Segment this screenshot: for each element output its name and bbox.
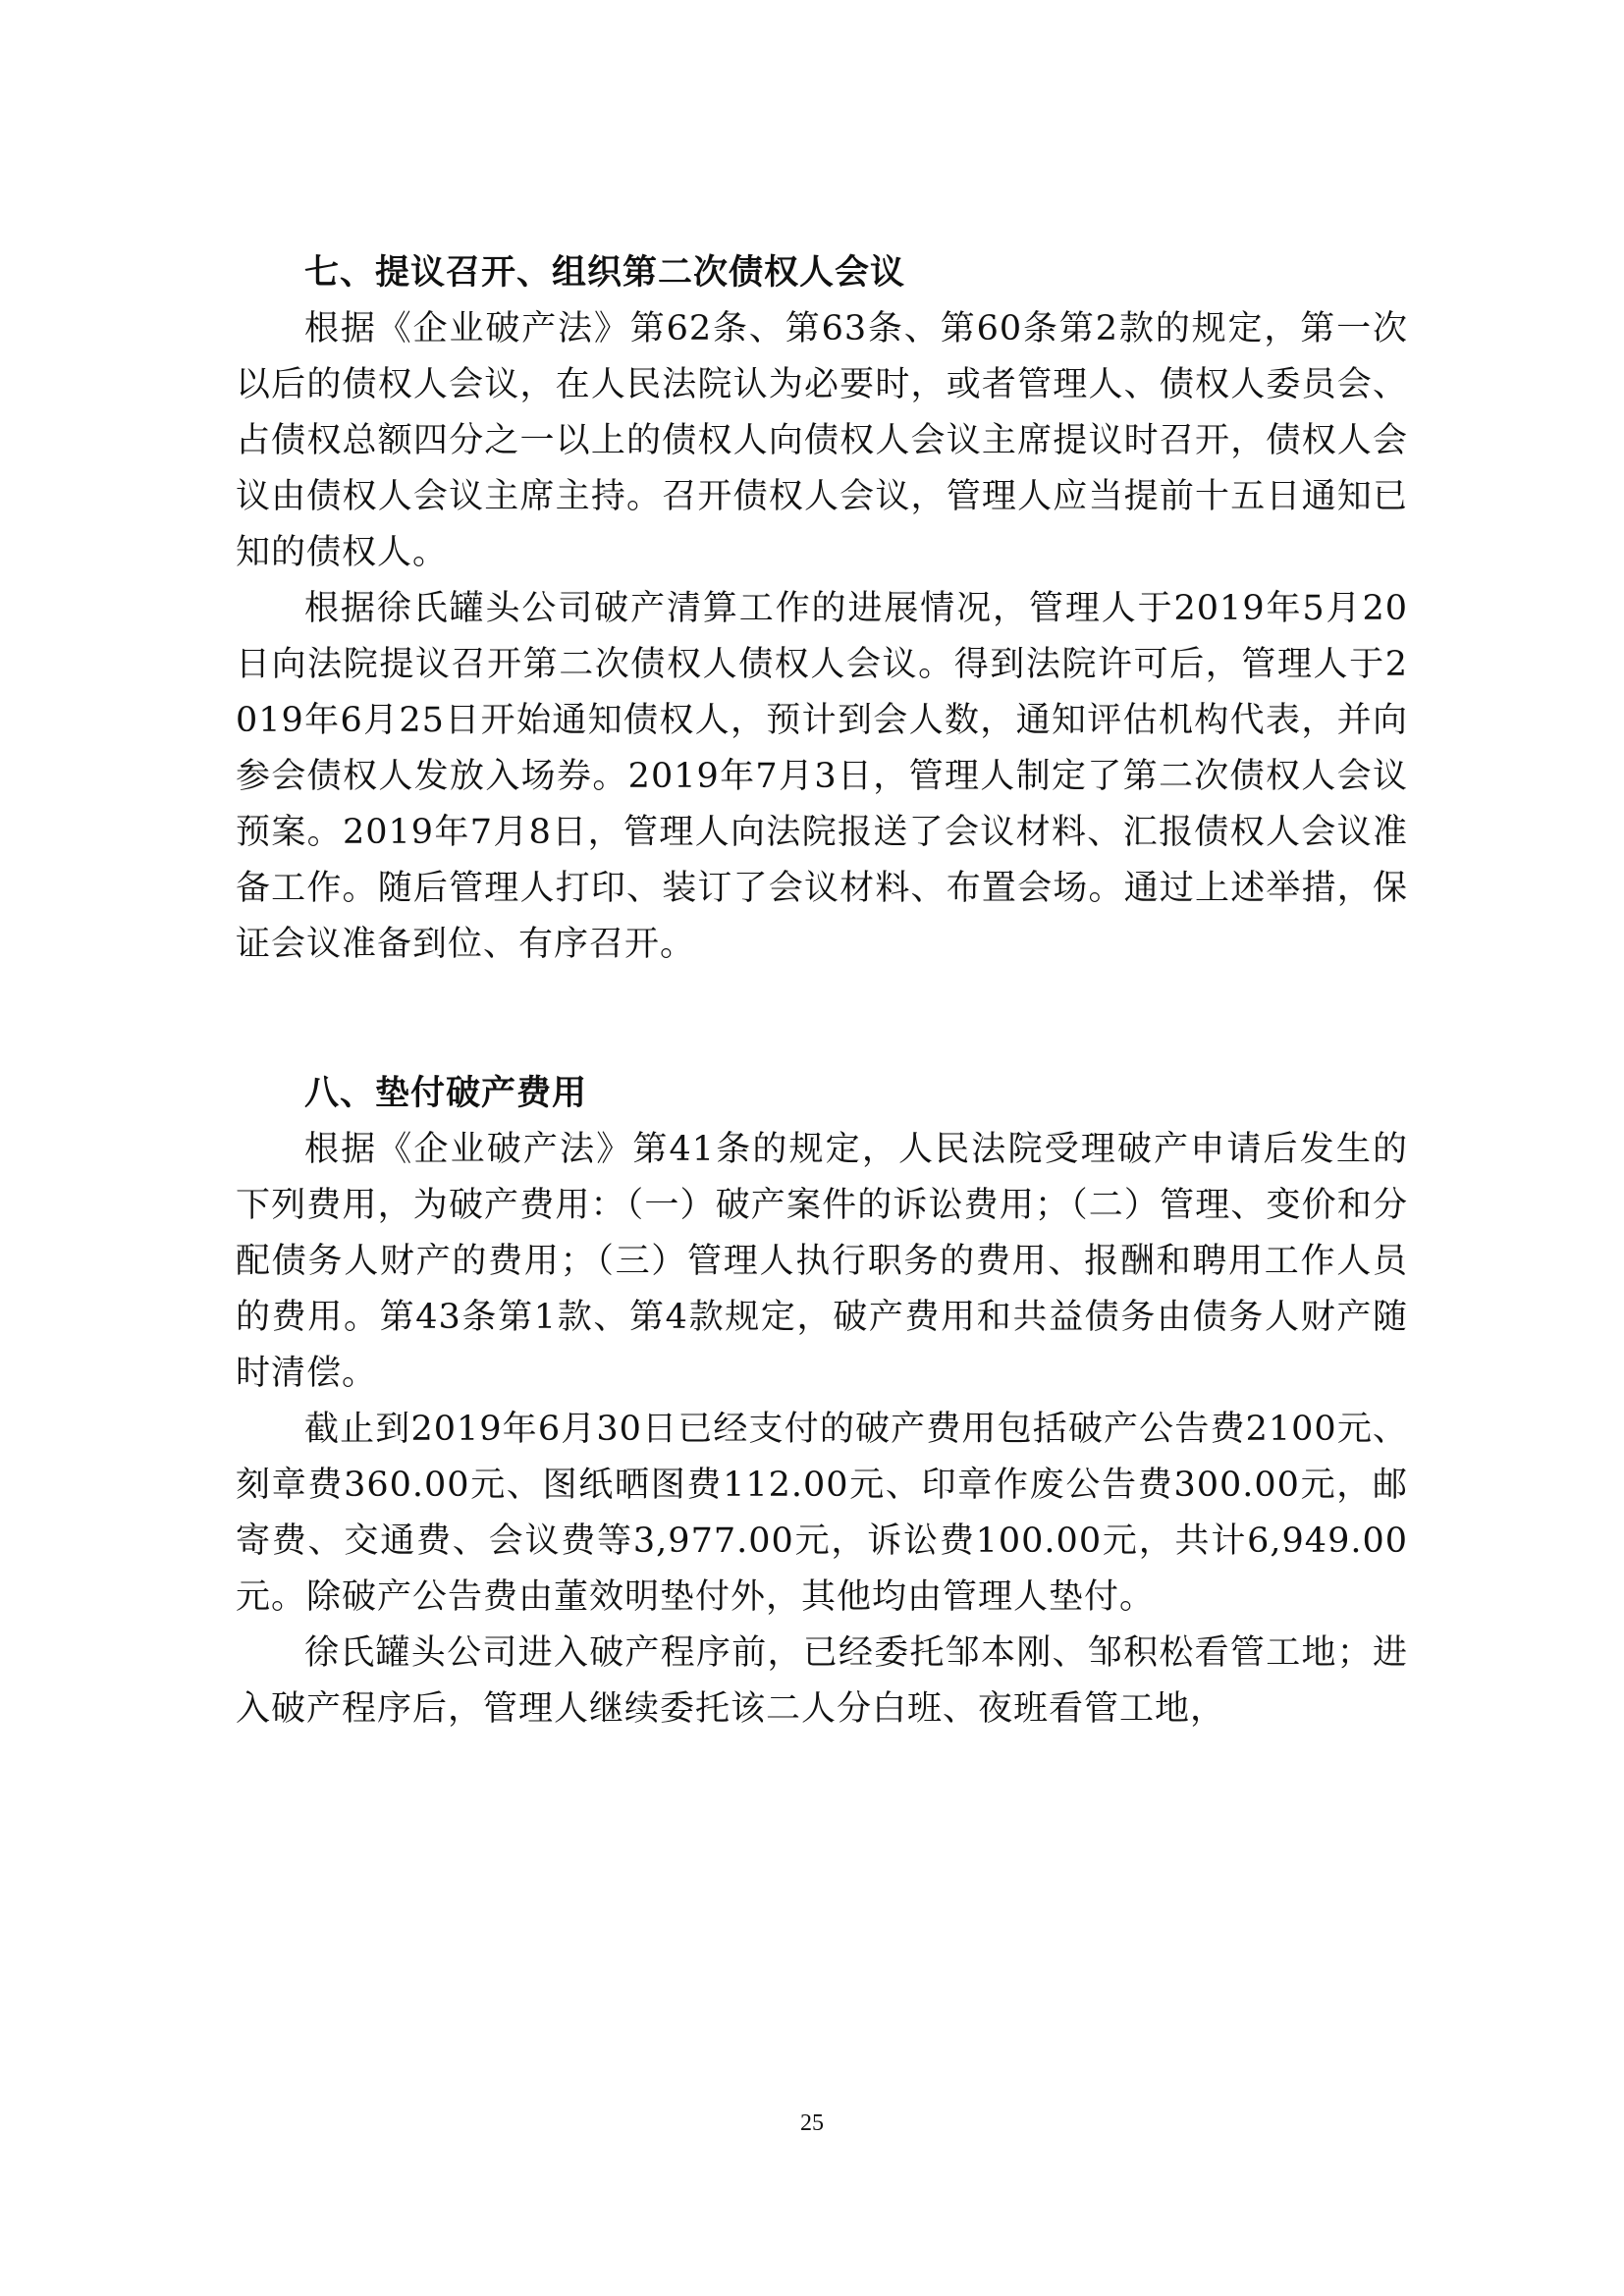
paragraph: 徐氏罐头公司进入破产程序前，已经委托邹本刚、邹积松看管工地；进入破产程序后，管理人继续委托该二人分白班、夜班看管工地， <box>236 1633 1408 1729</box>
paragraph: 根据《企业破产法》第62条、第63条、第60条第2款的规定，第一次以后的债权人会议，在人民法院认为必要时，或者管理人、债权人委员会、占债权总额四分之一以上的债权人向债权人会议主席提议时召开，债权人会议由债权人会议主席主持。召开债权人会议，管理人应当提前十五日通知已知的债权人。 <box>236 309 1408 572</box>
page-number: 25 <box>800 2110 824 2136</box>
paragraph: 截止到2019年6月30日已经支付的破产费用包括破产公告费2100元、刻章费360.00元、图纸晒图费112.00元、印章作废公告费300.00元，邮寄费、交通费、会议费等3,977.00元，诉讼费100.00元，共计6,949.00元。除破产公告费由董效明垫付外，其他均由管理人垫付。 <box>236 1410 1408 1617</box>
section-spacer <box>236 973 1408 1066</box>
page-body <box>236 245 1408 1737</box>
section-heading: 八、垫付破产费用 <box>304 1074 588 1113</box>
section-8 <box>236 1066 1408 1737</box>
paragraph: 根据徐氏罐头公司破产清算工作的进展情况，管理人于2019年5月20日向法院提议召开第二次债权人债权人会议。得到法院许可后，管理人于2019年6月25日开始通知债权人，预计到会人数，通知评估机构代表，并向参会债权人发放入场券。2019年7月3日，管理人制定了第二次债权人会议预案。2019年7月8日，管理人向法院报送了会议材料、汇报债权人会议准备工作。随后管理人打印、装订了会议材料、布置会场。通过上述举措，保证会议准备到位、有序召开。 <box>236 589 1408 964</box>
section-7 <box>236 245 1408 973</box>
paragraph: 根据《企业破产法》第41条的规定，人民法院受理破产申请后发生的下列费用，为破产费用：（一）破产案件的诉讼费用；（二）管理、变价和分配债务人财产的费用；（三）管理人执行职务的费用、报酬和聘用工作人员的费用。第43条第1款、第4款规定，破产费用和共益债务由债务人财产随时清偿。 <box>236 1130 1408 1393</box>
section-heading: 七、提议召开、组织第二次债权人会议 <box>304 253 906 293</box>
